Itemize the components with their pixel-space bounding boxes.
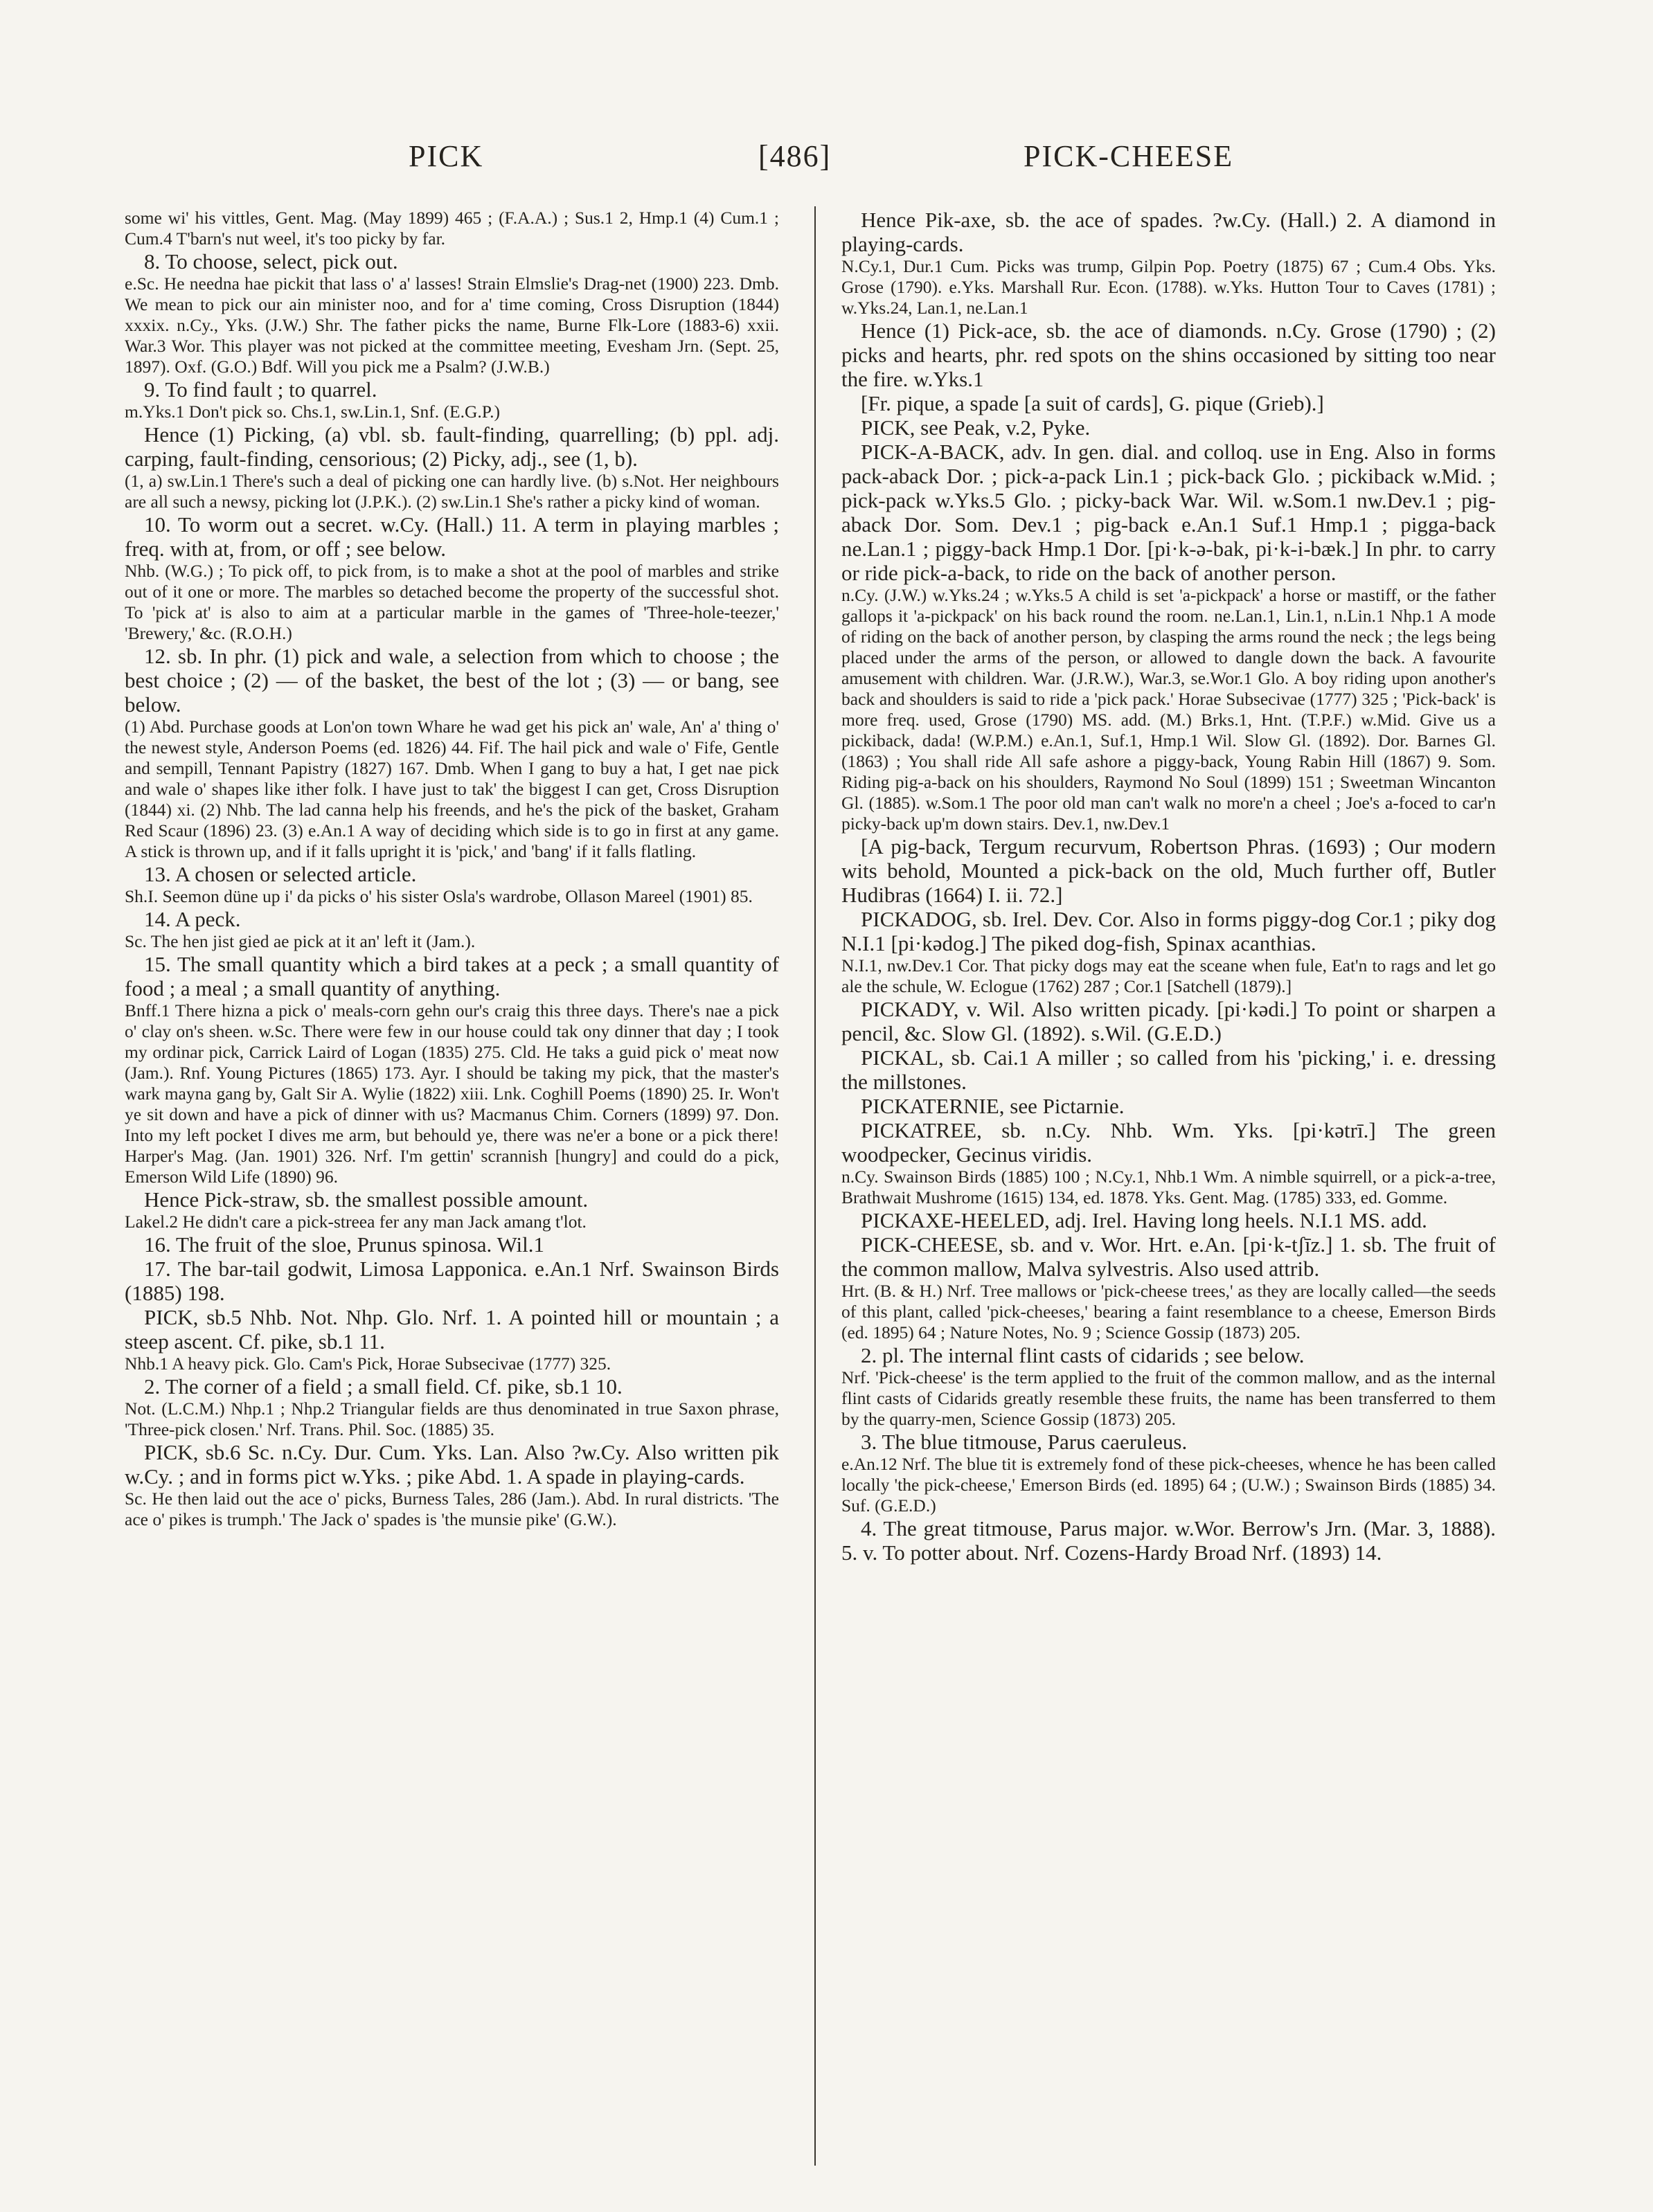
entry-paragraph: [Fr. pique, a spade [a suit of cards], G. pique (Grieb).] (861, 391, 1324, 415)
citation-paragraph: N.Cy.1, Dur.1 Cum. Picks was trump, Gilpin Pop. Poetry (1875) 67 ; Cum.4 Obs. Yks. Grose (1790). e.Yks. Marshall Rur. Econ. (1788). w.Yks. Hutton Tour to Caves (1781) ; w.Yks.24, Lan.1, ne.Lan.1 (841, 256, 1496, 318)
entry-paragraph: PICK, see Peak, v.2, Pyke. (861, 415, 1091, 440)
citation-paragraph: Nhb. (W.G.) ; To pick off, to pick from, is to make a shot at the pool of marbles and strike out of it one or more. The marbles so detached become the property of the successful shot. To 'pick at' is also to aim at a particular marble in the games of 'Three-hole-teezer,' 'Brewery,' &c. (R.O.H.) (125, 561, 779, 643)
entry-paragraph: PICKADY, v. Wil. Also written picady. [pi·kədi.] To point or sharpen a pencil, &c. Slow Gl. (1892). s.Wil. (G.E.D.) (841, 997, 1496, 1045)
entry-paragraph: 12. sb. In phr. (1) pick and wale, a selection from which to choose ; the best choice ; (2) — of the basket, the best of the lot ; (3) — or bang, see below. (125, 644, 779, 717)
entry-paragraph: PICKADOG, sb. Irel. Dev. Cor. Also in forms piggy-dog Cor.1 ; piky dog N.I.1 [pi·kədog.] The piked dog-fish, Spinax acanthias. (841, 907, 1496, 955)
entry-paragraph: [A pig-back, Tergum recurvum, Robertson Phras. (1693) ; Our modern wits behold, Mounted a pick-back on the old, Much further off, Butler Hudibras (1664) I. ii. 72.] (841, 834, 1496, 907)
header-left-word: PICK (409, 139, 484, 173)
citation-paragraph: Nhb.1 A heavy pick. Glo. Cam's Pick, Horae Subsecivae (1777) 325. (125, 1354, 611, 1374)
citation-paragraph: Sh.I. Seemon düne up i' da picks o' his sister Osla's wardrobe, Ollason Mareel (1901) 85. (125, 886, 753, 906)
entry-paragraph: PICK, sb.5 Nhb. Not. Nhp. Glo. Nrf. 1. A pointed hill or mountain ; a steep ascent. Cf. pike, sb.1 11. (125, 1305, 779, 1354)
citation-paragraph: n.Cy. (J.W.) w.Yks.24 ; w.Yks.5 A child is set 'a-pickpack' a horse or mastiff, or the father gallops it 'a-pickpack' on his back round the room. ne.Lan.1, Lin.1, n.Lin.1 Nhp.1 A mode of riding on the back of another person, by clasping the arms round the neck ; the legs being placed under the arms of the person, or allowed to dangle down the back. A favourite amusement with children. War. (J.R.W.), War.3, se.Wor.1 Glo. A boy riding upon another's back and shoulders is said to ride a 'pick pack.' Horae Subsecivae (1777) 325 ; 'Pick-back' is more freq. used, Grose (1790) MS. add. (M.) Brks.1, Hnt. (T.P.F.) w.Mid. Give us a pickiback, dada! (W.P.M.) e.An.1, Suf.1, Hmp.1 Wil. Slow Gl. (1892). Dor. Barnes Gl. (1863) ; You shall ride All safe ashore a piggy-back, Young Rabin Hill (1867) 9. Som. Riding pig-a-back on his shoulders, Raymond No Soul (1899) 151 ; Sweetman Wincanton Gl. (1885). w.Som.1 The poor old man can't walk no more'n a cheel ; Joe's a-foced to car'n picky-back up'm down stairs. Dev.1, nw.Dev.1 (841, 585, 1496, 834)
entry-paragraph: 15. The small quantity which a bird takes at a peck ; a small quantity of food ; a meal ; a small quantity of anything. (125, 952, 779, 1000)
entry-paragraph: 8. To choose, select, pick out. (144, 249, 398, 273)
page-header (0, 138, 1653, 187)
entry-paragraph: PICKAL, sb. Cai.1 A miller ; so called from his 'picking,' i. e. dressing the millstones. (841, 1045, 1496, 1094)
entry-paragraph: 13. A chosen or selected article. (144, 862, 417, 886)
entry-paragraph: 17. The bar-tail godwit, Limosa Lapponica. e.An.1 Nrf. Swainson Birds (1885) 198. (125, 1257, 779, 1305)
citation-paragraph: Nrf. 'Pick-cheese' is the term applied to the fruit of the common mallow, and as the internal flint casts of Cidarids greatly resemble these fruits, the name has been transferred to them by the quarry-men, Science Gossip (1873) 205. (841, 1367, 1496, 1429)
entry-paragraph: 2. The corner of a field ; a small field. Cf. pike, sb.1 10. (144, 1374, 623, 1399)
citation-paragraph: (1, a) sw.Lin.1 There's such a deal of picking one can hardly live. (b) s.Not. Her neighbours are all such a newsy, picking lot (J.P.K.). (2) sw.Lin.1 She's rather a picky kind of woman. (125, 471, 779, 512)
citation-paragraph: Lakel.2 He didn't care a pick-streea fer any man Jack amang t'lot. (125, 1212, 587, 1232)
entry-paragraph: 14. A peck. (144, 907, 241, 931)
citation-paragraph: N.I.1, nw.Dev.1 Cor. That picky dogs may eat the sceane when fule, Eat'n to rags and let go ale the schule, W. Eclogue (1762) 287 ; Cor.1 [Satchell (1879).] (841, 955, 1496, 996)
citation-paragraph: Sc. The hen jist gied ae pick at it an' left it (Jam.). (125, 931, 476, 951)
citation-paragraph: Sc. He then laid out the ace o' picks, Burness Tales, 286 (Jam.). Abd. In rural districts. 'The ace o' pikes is trumph.' The Jack o' spades is 'the munsie pike' (G.W.). (125, 1489, 779, 1529)
column-divider (814, 206, 816, 2166)
entry-paragraph: PICKAXE-HEELED, adj. Irel. Having long heels. N.I.1 MS. add. (861, 1208, 1427, 1232)
left-column (125, 208, 779, 2146)
citation-paragraph: Bnff.1 There hizna a pick o' meals-corn gehn our's craig this three days. There's nae a pick o' clay on's sheen. w.Sc. There were few in our house could tak ony dinner that day ; I took my ordinar pick, Carrick Laird of Logan (1835) 275. Cld. He taks a guid pick o' meat now (Jam.). Rnf. Young Pictures (1865) 173. Ayr. I should be taking my pick, that the master's wark mayna gang by, Galt Sir A. Wylie (1822) xiii. Lnk. Coghill Poems (1890) 25. Ir. Won't ye sit down and have a pick of dinner with us? Macmanus Chim. Corners (1899) 97. Don. Into my left pocket I dives me arm, but behould ye, there was ne'er a bone or a pick there! Harper's Mag. (Jan. 1901) 326. Nrf. I'm gettin' scrannish [hungry] and could do a pick, Emerson Wild Life (1890) 96. (125, 1000, 779, 1187)
entry-paragraph: 2. pl. The internal flint casts of cidarids ; see below. (861, 1343, 1305, 1367)
entry-paragraph: PICKATREE, sb. n.Cy. Nhb. Wm. Yks. [pi·kətrī.] The green woodpecker, Gecinus viridis. (841, 1118, 1496, 1167)
entry-paragraph: PICK-A-BACK, adv. In gen. dial. and colloq. use in Eng. Also in forms pack-aback Dor. ; pick-a-pack Lin.1 ; pick-back Glo. ; pickiback w.Mid. ; pick-pack w.Yks.5 Glo. ; picky-back War. Wil. w.Som.1 nw.Dev.1 ; pig-aback Dor. Som. Dev.1 ; pig-back e.An.1 Suf.1 Hmp.1 ; pigga-back ne.Lan.1 ; piggy-back Hmp.1 Dor. [pi·k-ə-bak, pi·k-i-bæk.] In phr. to carry or ride pick-a-back, to ride on the back of another person. (841, 440, 1496, 585)
citation-paragraph: e.Sc. He needna hae pickit that lass o' a' lasses! Strain Elmslie's Drag-net (1900) 223. Dmb. We mean to pick our ain minister noo, and for a' time coming, Cross Disruption (1844) xxxix. n.Cy., Yks. (J.W.) Shr. The father picks the name, Burne Flk-Lore (1883-6) xxii. War.3 Wor. This player was not picked at the committee meeting, Evesham Jrn. (Sept. 25, 1897). Oxf. (G.O.) Bdf. Will you pick me a Psalm? (J.W.B.) (125, 273, 779, 377)
entry-paragraph: Hence (1) Pick-ace, sb. the ace of diamonds. n.Cy. Grose (1790) ; (2) picks and hearts, phr. red spots on the shins occasioned by sitting too near the fire. w.Yks.1 (841, 318, 1496, 391)
citation-paragraph: m.Yks.1 Don't pick so. Chs.1, sw.Lin.1, Snf. (E.G.P.) (125, 402, 500, 422)
entry-paragraph: Hence (1) Picking, (a) vbl. sb. fault-finding, quarrelling; (b) ppl. adj. carping, fault-finding, censorious; (2) Picky, adj., see (1, b). (125, 422, 779, 471)
citation-paragraph: n.Cy. Swainson Birds (1885) 100 ; N.Cy.1, Nhb.1 Wm. A nimble squirrell, or a pick-a-tree, Brathwait Mushrome (1615) 134, ed. 1878. Yks. Gent. Mag. (1785) 333, ed. Gomme. (841, 1167, 1496, 1207)
entry-paragraph: PICK-CHEESE, sb. and v. Wor. Hrt. e.An. [pi·k-tʃīz.] 1. sb. The fruit of the common mallow, Malva sylvestris. Also used attrib. (841, 1232, 1496, 1281)
entry-paragraph: Hence Pick-straw, sb. the smallest possible amount. (144, 1187, 589, 1212)
right-column (841, 208, 1496, 2146)
entry-paragraph: PICK, sb.6 Sc. n.Cy. Dur. Cum. Yks. Lan. Also ?w.Cy. Also written pik w.Cy. ; and in forms pict w.Yks. ; pike Abd. 1. A spade in playing-cards. (125, 1440, 779, 1489)
entry-paragraph: Hence Pik-axe, sb. the ace of spades. ?w.Cy. (Hall.) 2. A diamond in playing-cards. (841, 208, 1496, 256)
citation-paragraph: some wi' his vittles, Gent. Mag. (May 1899) 465 ; (F.A.A.) ; Sus.1 2, Hmp.1 (4) Cum.1 ; Cum.4 T'barn's nut weel, it's too picky by far. (125, 208, 779, 249)
citation-paragraph: e.An.12 Nrf. The blue tit is extremely fond of these pick-cheeses, whence he has been called locally 'the pick-cheese,' Emerson Birds (ed. 1895) 64 ; (U.W.) ; Swainson Birds (1885) 34. Suf. (G.E.D.) (841, 1454, 1496, 1516)
entry-paragraph: 4. The great titmouse, Parus major. w.Wor. Berrow's Jrn. (Mar. 3, 1888). 5. v. To potter about. Nrf. Cozens-Hardy Broad Nrf. (1893) 14. (841, 1516, 1496, 1565)
entry-paragraph: 3. The blue titmouse, Parus caeruleus. (861, 1430, 1188, 1454)
page-number: [486] (758, 139, 832, 173)
entry-paragraph: 9. To find fault ; to quarrel. (144, 377, 377, 402)
header-right-word: PICK-CHEESE (1024, 139, 1234, 173)
entry-paragraph: PICKATERNIE, see Pictarnie. (861, 1094, 1125, 1118)
citation-paragraph: (1) Abd. Purchase goods at Lon'on town Whare he wad get his pick an' wale, An' a' thing o' the newest style, Anderson Poems (ed. 1826) 44. Fif. The hail pick and wale o' Fife, Gentle and sempill, Tennant Papistry (1827) 167. Dmb. When I gang to buy a hat, I get nae pick and wale o' shapes like ither folk. I have just to tak' the biggest I can get, Cross Disruption (1844) xi. (2) Nhb. The lad canna help his freends, and he's the pick of the basket, Graham Red Scaur (1896) 23. (3) e.An.1 A way of deciding which side is to go in first at any game. A stick is thrown up, and if it falls upright it is 'pick,' and 'bang' if it falls flatling. (125, 717, 779, 861)
citation-paragraph: Hrt. (B. & H.) Nrf. Tree mallows or 'pick-cheese trees,' as they are locally called—the seeds of this plant, called 'pick-cheeses,' bearing a faint resemblance to a cheese, Emerson Birds (ed. 1895) 64 ; Nature Notes, No. 9 ; Science Gossip (1873) 205. (841, 1281, 1496, 1342)
entry-paragraph: 10. To worm out a secret. w.Cy. (Hall.) 11. A term in playing marbles ; freq. with at, from, or off ; see below. (125, 512, 779, 561)
citation-paragraph: Not. (L.C.M.) Nhp.1 ; Nhp.2 Triangular fields are thus denominated in true Saxon phrase, 'Three-pick closen.' Nrf. Trans. Phil. Soc. (1885) 35. (125, 1399, 779, 1439)
entry-paragraph: 16. The fruit of the sloe, Prunus spinosa. Wil.1 (144, 1232, 544, 1257)
